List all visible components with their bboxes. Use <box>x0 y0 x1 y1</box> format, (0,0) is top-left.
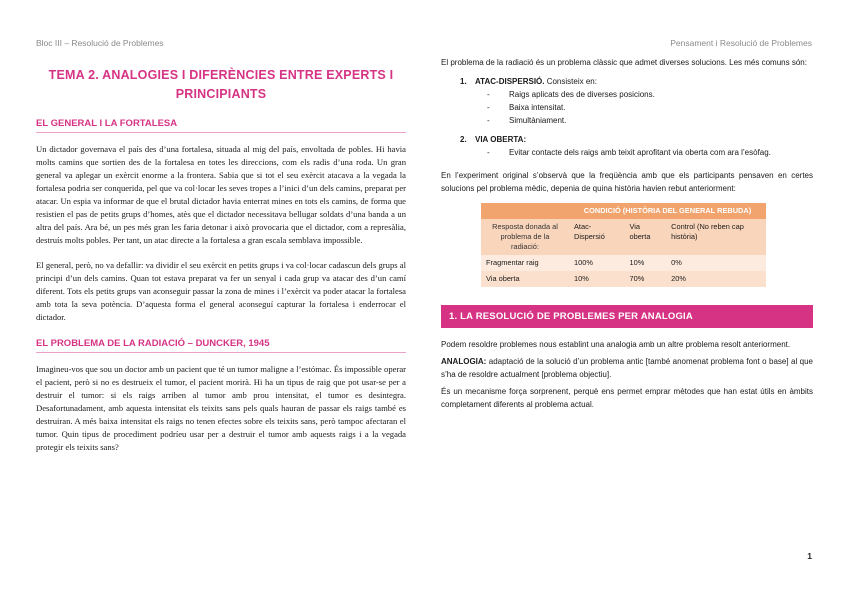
solutions-list <box>441 75 813 159</box>
title-line-2: PRINCIPIANTS <box>175 87 267 101</box>
solution-title-rest: Consisteix en: <box>544 77 597 86</box>
general-paragraph-2: El general, però, no va defallir: va dividir el seu exèrcit en petits grups i va col·locar cadascun dels grups al principi d’un dels camins. Quan tot estava preparat va fer un senyal i cada grup va atacar des d’un camí diferent. Tots els petits grups van aconseguir passar la zona de mines i l’exèrcit va poder atacar la fortalesa amb tota la seva potència. D’aquesta forma el general aconseguí capturar la fortalesa i enderrocar el dictador. <box>36 260 406 322</box>
analogy-definition-text: adaptació de la solució d’un problema antic [també anomenat problema font o base] al que s’ha de resoldre actualment [problema objectiu]. <box>441 357 813 379</box>
row-label: Fragmentar raig <box>481 255 569 271</box>
table-cell: 100% <box>569 255 624 271</box>
analogy-paragraph-3: És un mecanisme força sorprenent, perquè ens permet emprar mètodes que han estat útils en àmbits completament diferents al problema actual. <box>441 387 813 409</box>
solution-title: ATAC-DISPERSIÓ. <box>475 77 545 86</box>
left-column <box>36 66 406 466</box>
table-header-row <box>481 203 766 219</box>
table-subheader-row <box>481 219 766 255</box>
section-band-analogy: 1. LA RESOLUCIÓ DE PROBLEMES PER ANALOGIA <box>441 305 813 328</box>
results-table <box>481 203 766 287</box>
table-cell: 70% <box>624 271 666 287</box>
row-label: Via oberta <box>481 271 569 287</box>
column-header: Control (No reben cap història) <box>666 219 766 255</box>
solution-number: 1. <box>460 77 467 86</box>
header-left: Bloc III – Resolució de Problemes <box>36 38 164 48</box>
solution-number: 2. <box>460 135 467 144</box>
right-column <box>441 56 813 421</box>
solution-subitems <box>475 146 813 159</box>
solution-subitems <box>475 88 813 127</box>
table-cell: 10% <box>624 255 666 271</box>
experiment-text: En l’experiment original s’observà que la freqüència amb que els participants pensaven en certes solucions pel problema mèdic, depenia de quina història havien rebut anteriorment: <box>441 171 813 193</box>
title-line-1: TEMA 2. ANALOGIES I DIFERÈNCIES ENTRE EXPERTS I <box>48 68 394 82</box>
table-row <box>481 271 766 287</box>
solutions-intro: El problema de la radiació és un problema clàssic que admet diverses solucions. Les més comuns són: <box>441 58 807 67</box>
table-corner <box>481 203 569 219</box>
subitem: - Baixa intensitat. <box>475 101 813 114</box>
analogy-definition <box>441 355 813 381</box>
analogy-paragraph-1: Podem resoldre problemes nous establint una analogia amb un altre problema resolt anteriorment. <box>441 340 791 349</box>
solution-item <box>441 133 813 159</box>
page-number: 1 <box>807 551 812 561</box>
table-cell: 20% <box>666 271 766 287</box>
column-header: Via oberta <box>624 219 666 255</box>
table-cell: 0% <box>666 255 766 271</box>
condition-header: CONDICIÓ (HISTÒRIA DEL GENERAL REBUDA) <box>569 203 766 219</box>
table-row <box>481 255 766 271</box>
section-heading-general: EL GENERAL I LA FORTALESA <box>36 118 406 133</box>
solution-item <box>441 75 813 127</box>
row-header: Resposta donada al problema de la radiació: <box>481 219 569 255</box>
header-right: Pensament i Resolució de Problemes <box>670 38 812 48</box>
table-cell: 10% <box>569 271 624 287</box>
section-heading-radiation: EL PROBLEMA DE LA RADIACIÓ – DUNCKER, 1945 <box>36 338 406 353</box>
solution-title: VIA OBERTA: <box>475 135 527 144</box>
general-paragraph-1: Un dictador governava el país des d’una fortalesa, situada al mig del país, envoltada de pobles. Hi havia molts camins que sortien des de la fortalesa en totes les direccions, com els radis d’una roda. Un gran general va aplegar un exèrcit enorme a la frontera. Sabia que si tot el seu exèrcit atacava a la vegada la fortalesa podria ser conquerida, pel que va col·locar les seves tropes a l’inici d’un dels camins, preparat per atacar. Un espia va informar de que el brutal dictador havia enterrat mines en tots els camins, de forma que resistien el pas de petits grups d’homes, atès que el dictador necessitava bellugar soldats d’una banda a un altra del país. Ara bé, un pes més gran les faria detonar i això provocaria que el dictador, com a represàlia, destruís molts pobles. Per tant, un atac directe a la fortalesa a gran escala semblava impossible. <box>36 144 406 245</box>
radiation-paragraph: Imagineu-vos que sou un doctor amb un pacient que té un tumor maligne a l’estómac. És impossible operar el pacient, però si no es destrueix el tumor, el pacient morirà. Hi ha un tipus de raig que pot usar-se per a destruir el tumor: si els raigs arriben al tumor amb prou intensitat, el tumor es desintegra. Desafortunadament, amb aquesta intensitat els teixits sans pels quals hauran de passar els raigs també es destruiran. A més baixa intensitat els raigs no tenen efectes sobre els teixits sans, però tampoc afectaran el tumor. Quin tipus de procediment podríeu usar per a destruir el tumor amb aquests raigs i a la vegada protegir els teixits sans? <box>36 364 406 452</box>
analogy-label: ANALOGIA: <box>441 357 487 366</box>
subitem: - Simultàniament. <box>475 114 813 127</box>
column-header: Atac-Dispersió <box>569 219 624 255</box>
subitem: - Raigs aplicats des de diverses posicions. <box>475 88 813 101</box>
subitem: - Evitar contacte dels raigs amb teixit aprofitant via oberta com ara l’esòfag. <box>475 146 813 159</box>
document-title <box>36 66 406 104</box>
